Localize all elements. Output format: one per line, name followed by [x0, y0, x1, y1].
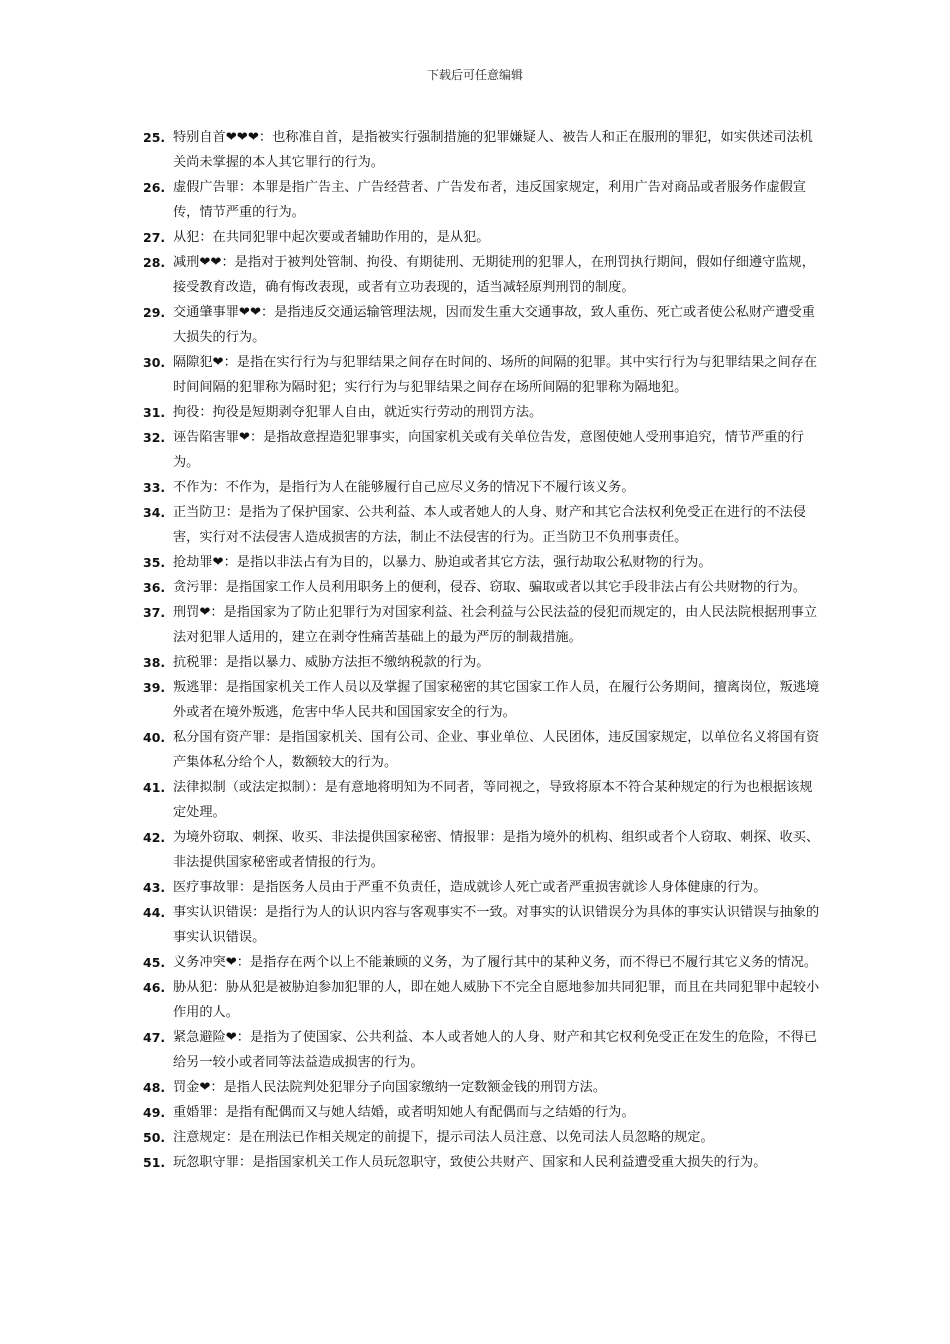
list-item: [143, 425, 823, 475]
item-text: 特别自首❤❤❤：也称准自首，是指被实行强制措施的犯罪嫌疑人、被告人和正在服刑的罪犯，如实供述司法机关尚未掌握的本人其它罪行的行为。: [173, 130, 813, 170]
list-item: [143, 350, 823, 400]
item-text: 拘役：拘役是短期剥夺犯罪人自由，就近实行劳动的刑罚方法。: [173, 405, 543, 420]
item-text: 法律拟制（或法定拟制）：是有意地将明知为不同者，等同视之，导致将原本不符合某种规定的行为也根据该规定处理。: [173, 780, 813, 820]
item-text: 抗税罪：是指以暴力、威胁方法拒不缴纳税款的行为。: [173, 655, 490, 670]
item-number: 43.: [143, 880, 166, 895]
list-item: [143, 575, 823, 600]
list-item: [143, 975, 823, 1025]
item-number: 44.: [143, 905, 166, 920]
item-text: 紧急避险❤：是指为了使国家、公共利益、本人或者她人的人身、财产和其它权利免受正在发生的危险，不得已给另一较小或者同等法益造成损害的行为。: [173, 1030, 818, 1070]
item-text: 隔隙犯❤：是指在实行行为与犯罪结果之间存在时间的、场所的间隔的犯罪。其中实行行为与犯罪结果之间存在时间间隔的犯罪称为隔时犯；实行行为与犯罪结果之间存在场所间隔的犯罪称为隔地犯。: [173, 355, 818, 395]
item-number: 49.: [143, 1105, 166, 1120]
list-item: [143, 125, 823, 175]
list-item: [143, 1075, 823, 1100]
list-item: [143, 475, 823, 500]
list-item: [143, 725, 823, 775]
item-text: 注意规定：是在刑法已作相关规定的前提下，提示司法人员注意、以免司法人员忽略的规定。: [173, 1130, 714, 1145]
list-item: [143, 875, 823, 900]
item-text: 为境外窃取、刺探、收买、非法提供国家秘密、情报罪：是指为境外的机构、组织或者个人窃取、刺探、收买、非法提供国家秘密或者情报的行为。: [173, 830, 820, 870]
item-number: 28.: [143, 255, 166, 270]
item-text: 抢劫罪❤：是指以非法占有为目的，以暴力、胁迫或者其它方法，强行劫取公私财物的行为。: [173, 555, 712, 570]
list-item: [143, 1125, 823, 1150]
item-number: 31.: [143, 405, 166, 420]
item-number: 51.: [143, 1155, 166, 1170]
item-text: 不作为：不作为，是指行为人在能够履行自己应尽义务的情况下不履行该义务。: [173, 480, 635, 495]
item-text: 胁从犯：胁从犯是被胁迫参加犯罪的人，即在她人威胁下不完全自愿地参加共同犯罪，而且在共同犯罪中起较小作用的人。: [173, 980, 820, 1020]
item-text: 玩忽职守罪：是指国家机关工作人员玩忽职守，致使公共财产、国家和人民利益遭受重大损失的行为。: [173, 1155, 767, 1170]
page-header: 下载后可任意编辑: [426, 68, 523, 82]
list-item: [143, 250, 823, 300]
item-number: 47.: [143, 1030, 166, 1045]
item-text: 虚假广告罪：本罪是指广告主、广告经营者、广告发布者，违反国家规定，利用广告对商品或者服务作虚假宣传，情节严重的行为。: [173, 180, 806, 220]
item-text: 义务冲突❤：是指存在两个以上不能兼顾的义务，为了履行其中的某种义务，而不得已不履行其它义务的情况。: [173, 955, 818, 970]
item-text: 刑罚❤：是指国家为了防止犯罪行为对国家利益、社会利益与公民法益的侵犯而规定的，由人民法院根据刑事立法对犯罪人适用的，建立在剥夺性痛苦基础上的最为严厉的制裁措施。: [173, 605, 818, 645]
list-item: [143, 1150, 823, 1175]
item-number: 48.: [143, 1080, 166, 1095]
list-item: [143, 825, 823, 875]
item-number: 25.: [143, 130, 166, 145]
item-number: 27.: [143, 230, 166, 245]
list-item: [143, 550, 823, 575]
list-item: [143, 775, 823, 825]
item-number: 34.: [143, 505, 166, 520]
list-item: [143, 400, 823, 425]
list-item: [143, 175, 823, 225]
list-item: [143, 600, 823, 650]
list-item: [143, 300, 823, 350]
item-number: 45.: [143, 955, 166, 970]
item-text: 私分国有资产罪：是指国家机关、国有公司、企业、事业单位、人民团体，违反国家规定，以单位名义将国有资产集体私分给个人，数额较大的行为。: [173, 730, 820, 770]
item-text: 罚金❤：是指人民法院判处犯罪分子向国家缴纳一定数额金钱的刑罚方法。: [173, 1080, 607, 1095]
item-number: 36.: [143, 580, 166, 595]
definition-list: [143, 125, 823, 1175]
list-item: [143, 950, 823, 975]
item-text: 重婚罪：是指有配偶而又与她人结婚，或者明知她人有配偶而与之结婚的行为。: [173, 1105, 635, 1120]
item-number: 38.: [143, 655, 166, 670]
item-number: 46.: [143, 980, 166, 995]
item-number: 50.: [143, 1130, 166, 1145]
item-number: 29.: [143, 305, 166, 320]
item-text: 事实认识错误：是指行为人的认识内容与客观事实不一致。对事实的认识错误分为具体的事实认识错误与抽象的事实认识错误。: [173, 905, 820, 945]
list-item: [143, 1025, 823, 1075]
item-text: 医疗事故罪：是指医务人员由于严重不负责任，造成就诊人死亡或者严重损害就诊人身体健康的行为。: [173, 880, 767, 895]
item-number: 35.: [143, 555, 166, 570]
item-number: 41.: [143, 780, 166, 795]
list-item: [143, 675, 823, 725]
item-text: 减刑❤❤：是指对于被判处管制、拘役、有期徒刑、无期徒刑的犯罪人，在刑罚执行期间，假如仔细遵守监规，接受教育改造，确有悔改表现，或者有立功表现的，适当减轻原判刑罚的制度。: [173, 255, 815, 295]
item-number: 37.: [143, 605, 166, 620]
item-number: 42.: [143, 830, 166, 845]
item-text: 交通肇事罪❤❤：是指违反交通运输管理法规，因而发生重大交通事故，致人重伤、死亡或者使公私财产遭受重大损失的行为。: [173, 305, 815, 345]
item-text: 叛逃罪：是指国家机关工作人员以及掌握了国家秘密的其它国家工作人员，在履行公务期间，擅离岗位，叛逃境外或者在境外叛逃，危害中华人民共和国国家安全的行为。: [173, 680, 820, 720]
list-item: [143, 650, 823, 675]
item-number: 33.: [143, 480, 166, 495]
list-item: [143, 500, 823, 550]
item-number: 26.: [143, 180, 166, 195]
item-number: 30.: [143, 355, 166, 370]
item-text: 贪污罪：是指国家工作人员利用职务上的便利，侵吞、窃取、骗取或者以其它手段非法占有公共财物的行为。: [173, 580, 806, 595]
item-text: 诬告陷害罪❤：是指故意捏造犯罪事实，向国家机关或有关单位告发，意图使她人受刑事追究，情节严重的行为。: [173, 430, 804, 470]
list-item: [143, 900, 823, 950]
item-number: 40.: [143, 730, 166, 745]
item-number: 39.: [143, 680, 166, 695]
item-number: 32.: [143, 430, 166, 445]
list-item: [143, 1100, 823, 1125]
list-item: [143, 225, 823, 250]
item-text: 正当防卫：是指为了保护国家、公共利益、本人或者她人的人身、财产和其它合法权利免受正在进行的不法侵害，实行对不法侵害人造成损害的方法，制止不法侵害的行为。正当防卫不负刑事责任。: [173, 505, 806, 545]
item-text: 从犯：在共同犯罪中起次要或者辅助作用的，是从犯。: [173, 230, 490, 245]
